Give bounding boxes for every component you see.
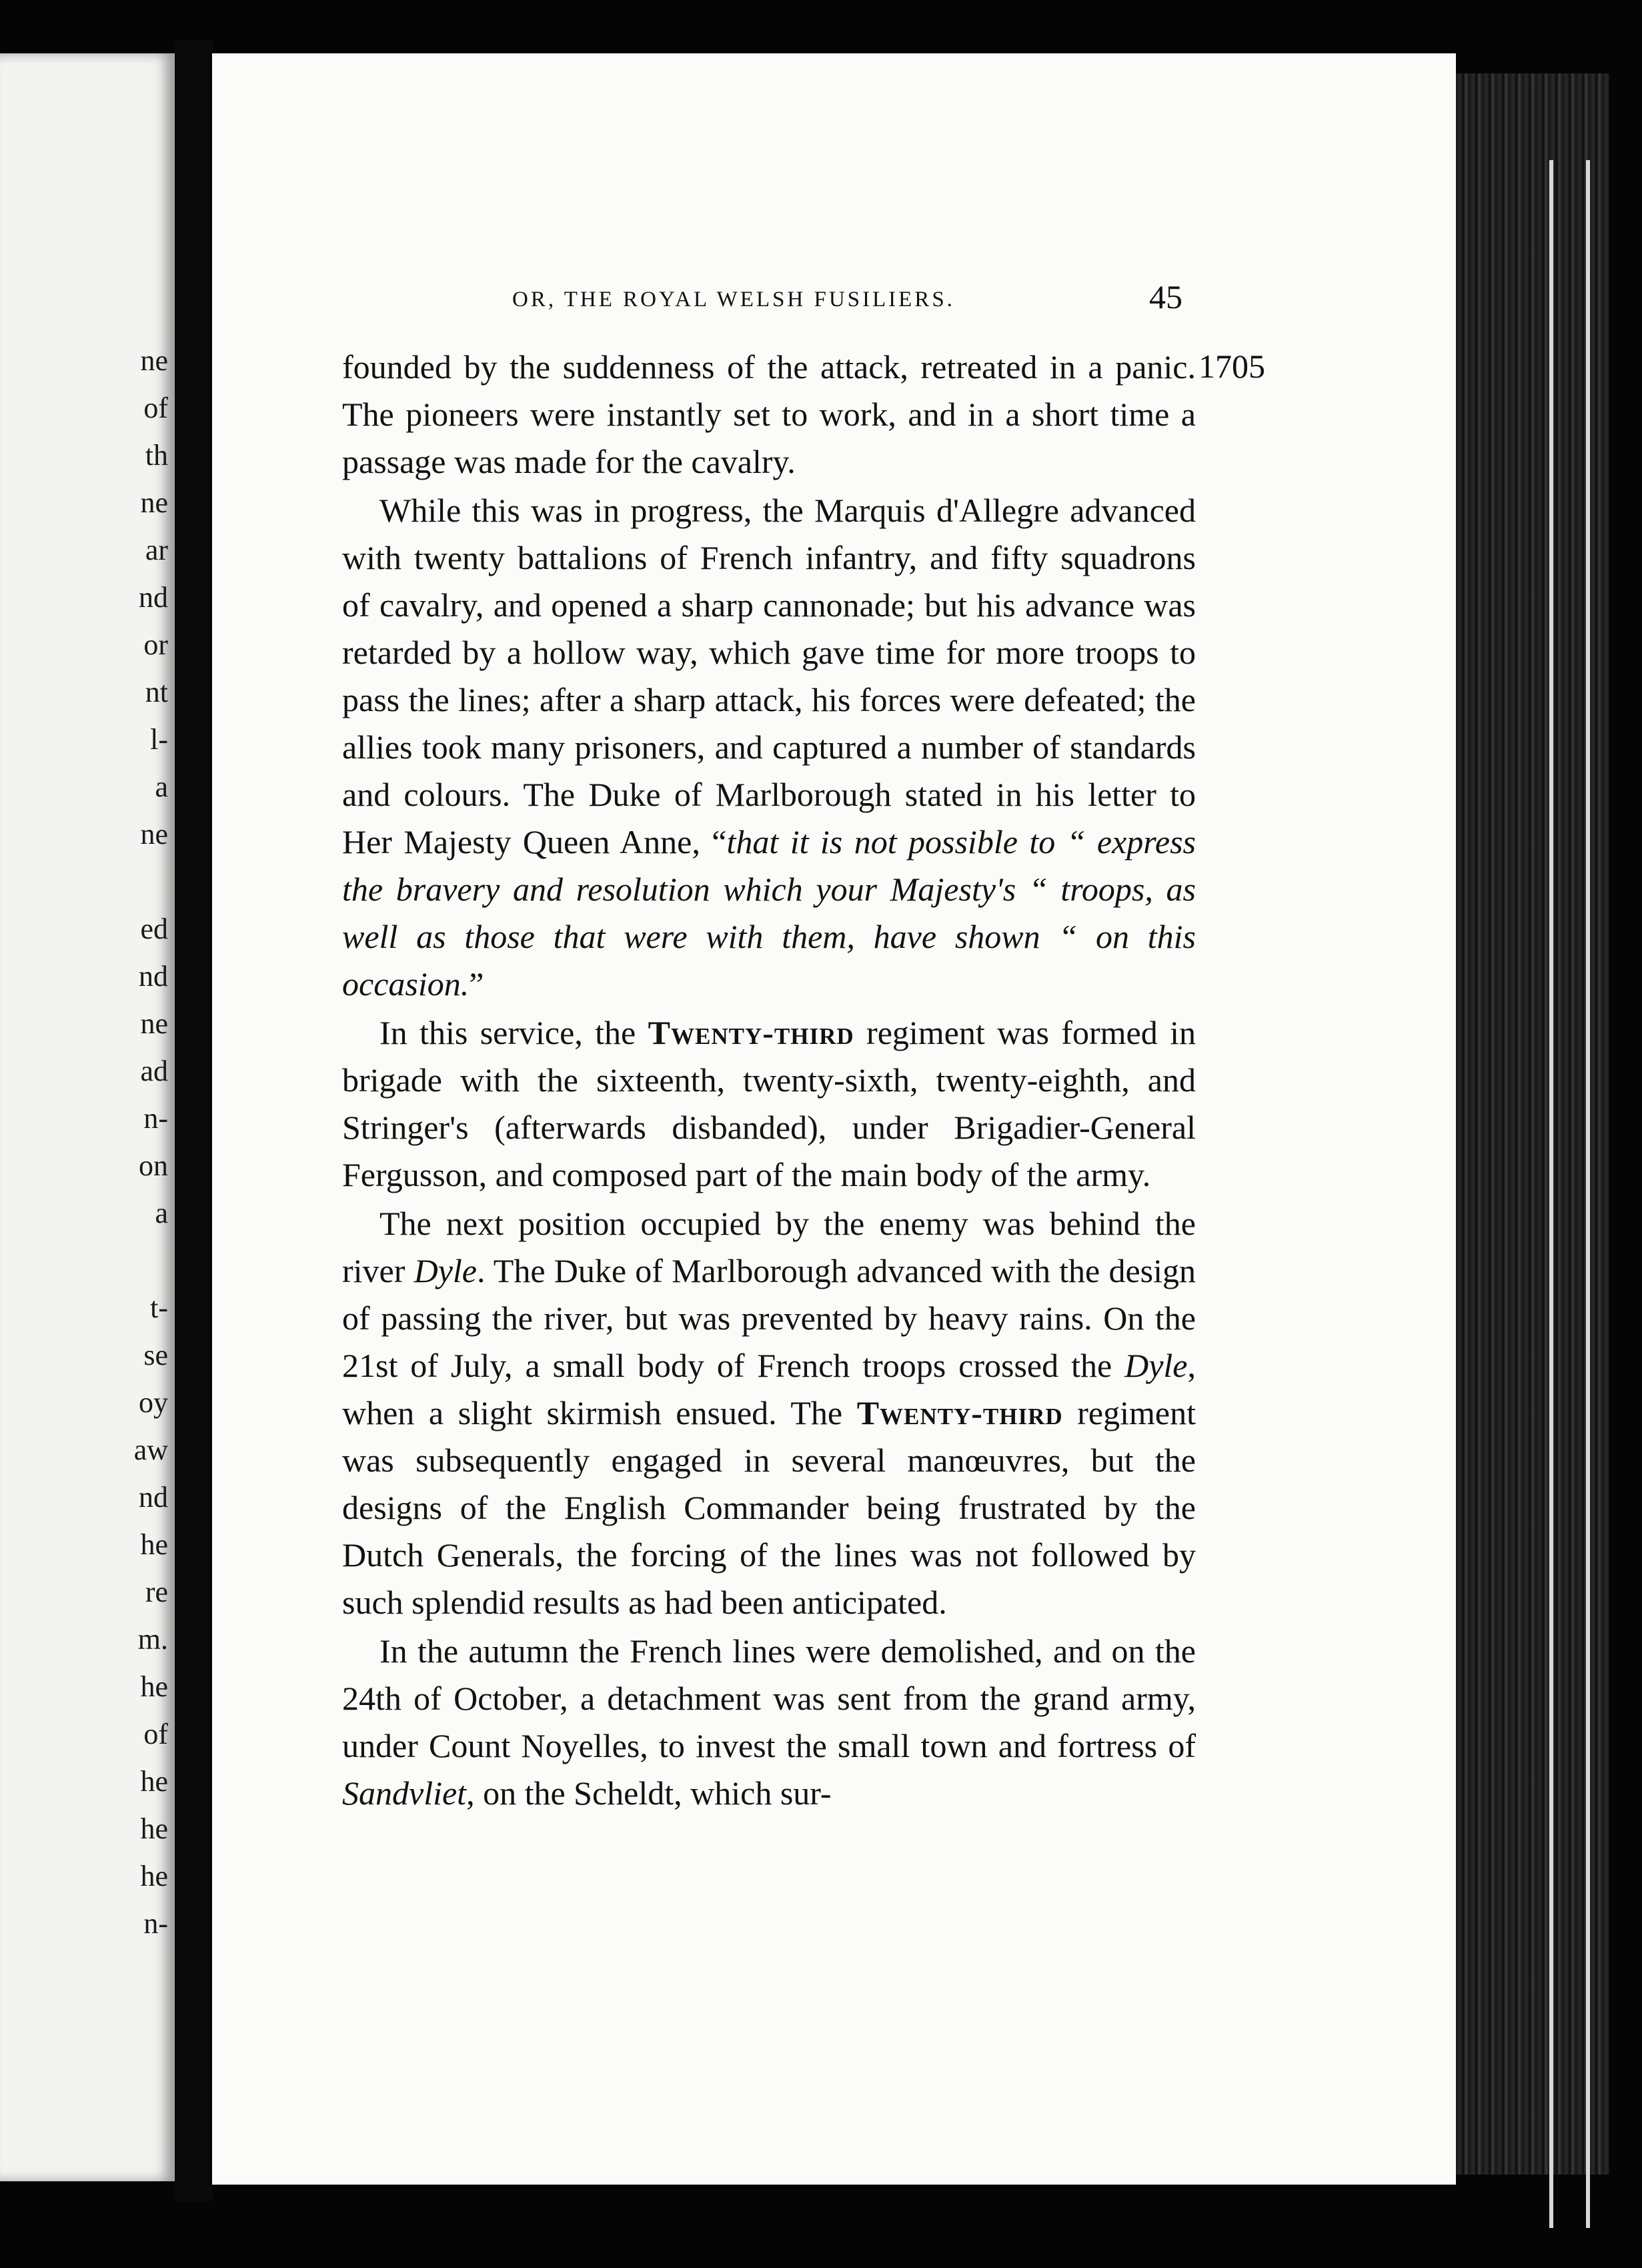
facing-page-line-fragment (88, 1237, 168, 1284)
facing-page-line-fragment: ne (140, 1007, 168, 1040)
quoted-letter: that it is not possible to “ express the bravery and resolution which your Majesty's “ troops, as well as those that were with them, have shown “ on this occasion. (342, 823, 1196, 1003)
facing-page-line-fragment: ne (140, 344, 168, 377)
paragraph-3-text-b: regiment was formed in brigade with the sixteenth, twenty-sixth, twenty-eighth, and Stringer's (afterwards disbanded), under Brigadier-General Fergusson, and composed part of the main body of the army. (342, 1014, 1196, 1193)
page-edge-highlight (1549, 160, 1553, 2228)
town-name: Sandvliet (342, 1774, 467, 1812)
facing-page-line-fragment: he (140, 1670, 168, 1703)
facing-page-line-fragment: th (145, 439, 168, 472)
facing-page-line-fragment: ed (140, 913, 168, 945)
facing-page-line-fragment: nt (145, 676, 168, 708)
regiment-name: Twenty-third (648, 1014, 854, 1051)
facing-page-line-fragment: he (140, 1528, 168, 1561)
facing-page-line-fragment: on (139, 1149, 168, 1182)
facing-page-line-fragment: ar (145, 534, 168, 566)
facing-page-line-fragment: n- (143, 1907, 168, 1940)
facing-page (0, 53, 175, 2181)
facing-page-line-fragment: re (145, 1576, 168, 1608)
facing-page-line-fragment: se (143, 1339, 168, 1371)
facing-page-line-fragment: m. (137, 1623, 168, 1656)
paragraph-1 (342, 344, 1196, 486)
paragraph-5-text-b: , on the Scheldt, which sur- (466, 1774, 832, 1812)
facing-page-line-fragment: aw (133, 1434, 168, 1466)
running-head: OR, THE ROYAL WELSH FUSILIERS. (512, 288, 955, 312)
facing-page-line-fragment: l- (150, 723, 168, 756)
facing-page-line-fragment: t- (150, 1291, 168, 1324)
paragraph-2-text: While this was in progress, the Marquis d'Allegre advanced with twenty battalions of French infantry, and fifty squadrons of cavalry, and opened a sharp cannonade; but his advance was retarded by a hollow way, which gave time for more troops to pass the lines; after a sharp attack, his forces were defeated; the allies took many prisoners, and captured a number of standards and colours. The Duke of Marlborough stated in his letter to Her Majesty Queen Anne, “ (342, 492, 1196, 861)
facing-page-line-fragment: a (155, 1197, 168, 1229)
facing-page-line-fragment: ne (140, 486, 168, 519)
paragraph-5-text-a: In the autumn the French lines were demolished, and on the 24th of October, a detachment was sent from the grand army, under Count Noyelles, to invest the small town and fortress of (342, 1632, 1196, 1764)
facing-page-line-fragment: nd (139, 960, 168, 993)
facing-page-line-fragment: a (155, 770, 168, 803)
facing-page-line-fragment: ne (140, 818, 168, 851)
paragraph-3-text-a: In this service, the (379, 1014, 648, 1051)
facing-page-line-fragment: he (140, 1860, 168, 1892)
facing-page-line-fragment: of (143, 392, 168, 424)
facing-page-line-fragment: n- (143, 1102, 168, 1135)
page-edge-highlight (1586, 160, 1590, 2228)
paragraph-1-text: founded by the suddenness of the attack, retreated in a panic. The pioneers were instantly set to work, and in a short time a passage was made for the cavalry. (342, 348, 1196, 480)
paragraph-4-text-b: . The Duke of Marlborough advanced with the design of passing the river, but was prevented by heavy rains. On the 21st of July, a small body of French troops crossed the (342, 1252, 1196, 1384)
margin-year-note: 1705 (1198, 348, 1265, 385)
facing-page-line-fragment: nd (139, 1481, 168, 1514)
page-edges (1456, 73, 1609, 2175)
facing-page-line-fragment: of (143, 1718, 168, 1750)
facing-page-text-fragments (88, 337, 168, 1947)
regiment-name-2: Twenty-third (856, 1394, 1063, 1432)
book-gutter (175, 40, 213, 2201)
facing-page-line-fragment: nd (139, 581, 168, 614)
facing-page-line-fragment: he (140, 1765, 168, 1798)
facing-page-line-fragment: oy (139, 1386, 168, 1419)
body-text (342, 344, 1196, 1817)
paragraph-2 (342, 487, 1196, 1008)
facing-page-line-fragment: ad (140, 1055, 168, 1087)
river-name: Dyle (414, 1252, 477, 1289)
paragraph-5 (342, 1628, 1196, 1817)
paragraph-4-text-c: , when a slight skirmish ensued. The (342, 1347, 1196, 1432)
page-number: 45 (1149, 278, 1182, 316)
river-name-2: Dyle (1124, 1347, 1188, 1384)
paragraph-4-text-a: The next position occupied by the enemy was behind the river (342, 1205, 1196, 1289)
paragraph-4 (342, 1200, 1196, 1626)
facing-page-line-fragment (88, 858, 168, 905)
paragraph-3 (342, 1009, 1196, 1199)
facing-page-line-fragment: or (143, 628, 168, 661)
facing-page-line-fragment: he (140, 1812, 168, 1845)
paragraph-4-text-d: regiment was subsequently engaged in several manœuvres, but the designs of the English Commander being frustrated by the Dutch Generals, the forcing of the lines was not followed by such splendid results as had been anticipated. (342, 1394, 1196, 1621)
quote-close: ” (469, 965, 484, 1003)
